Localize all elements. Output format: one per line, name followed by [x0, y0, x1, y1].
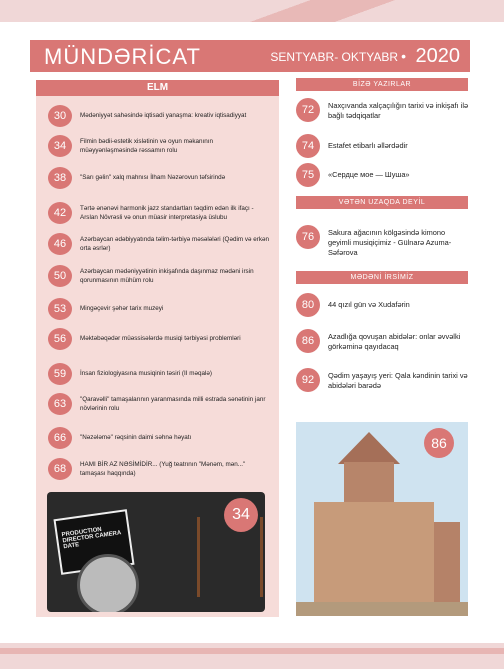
toc-page-number: 38 [48, 167, 72, 189]
toc-item-title: Estafet etibarlı əllərdədir [328, 141, 408, 150]
toc-item[interactable] [48, 135, 273, 163]
film-image-page-badge: 34 [224, 498, 258, 532]
toc-item-title: İnsan fiziologiyasına musiqinin təsiri (II məqalə) [80, 370, 212, 377]
toc-item-title: Mədəniyyət sahəsində iqtisadi yanaşma: kreativ iqtisadiyyat [80, 112, 247, 119]
toc-item-title: 44 qızıl gün və Xudafərin [328, 300, 410, 309]
toc-item[interactable] [48, 167, 273, 195]
toc-page-number: 30 [48, 105, 72, 127]
toc-page-number: 42 [48, 202, 72, 224]
clapperboard-text: PRODUCTION DIRECTOR CAMERA DATE [61, 526, 122, 551]
church-image-page-badge: 86 [424, 428, 454, 458]
toc-item-title: Tərtə ənənəvi harmonik jazz standartları təqdim edən ilk ifaçı - Arslan Növrəsli və onun müasir interpretasiya üslubu [80, 205, 254, 221]
toc-page-number: 86 [296, 329, 320, 353]
toc-item[interactable] [48, 427, 273, 455]
director-chair-icon [197, 517, 263, 597]
toc-item[interactable] [48, 202, 273, 230]
toc-item[interactable] [48, 233, 273, 261]
church-side-tower [434, 522, 460, 612]
bottom-decor-bar [0, 643, 504, 669]
toc-item[interactable] [48, 458, 273, 486]
section-header: MƏDƏNİ İRSİMİZ [296, 271, 468, 284]
church-body [314, 502, 434, 612]
toc-item[interactable] [48, 105, 273, 133]
bottom-decor-stripe [0, 648, 504, 654]
toc-item-title: Azadlığa qovuşan abidələr: onlar əvvəlki görkəminə qayıdacaq [328, 332, 461, 351]
toc-item[interactable] [48, 265, 273, 293]
toc-item[interactable] [296, 163, 470, 193]
toc-item[interactable] [296, 293, 470, 323]
toc-page-number: 46 [48, 233, 72, 255]
toc-item-title: «Сердце мое — Шуша» [328, 170, 410, 179]
toc-page-number: 53 [48, 298, 72, 320]
toc-item[interactable] [48, 363, 273, 391]
issue-months: SENTYABR- OKTYABR [270, 50, 398, 64]
toc-item[interactable] [296, 134, 470, 164]
toc-page-number: 75 [296, 163, 320, 187]
toc-page-number: 66 [48, 427, 72, 449]
toc-page-number: 56 [48, 328, 72, 350]
toc-page-number: 68 [48, 458, 72, 480]
toc-page-number: 76 [296, 225, 320, 249]
church-ground [296, 602, 468, 616]
header-separator-dot: • [401, 48, 406, 64]
toc-item-title: Sakura ağacının kölgəsində kimono geyimli musiqiçimiz - Gülnarə Azuma-Səfərova [328, 228, 452, 257]
toc-item[interactable] [48, 298, 273, 326]
film-reel-icon [77, 554, 139, 612]
top-decor-bar [0, 0, 504, 22]
toc-item-title: Filmin bədii-estetik xislətinin və oyun məkanının müəyyənləşməsində rəssamın rolu [80, 138, 213, 154]
toc-item[interactable] [48, 328, 273, 356]
issue-year: 2020 [415, 45, 460, 67]
page-title: MÜNDƏRİCAT [44, 44, 201, 69]
header-banner [30, 40, 470, 72]
section-header: BİZƏ YAZIRLAR [296, 78, 468, 91]
toc-item-title: "Sarı gəlin" xalq mahnısı İlham Nəzərovun təfsirində [80, 174, 226, 181]
toc-item[interactable] [48, 393, 273, 421]
toc-item[interactable] [296, 98, 470, 128]
toc-page-number: 80 [296, 293, 320, 317]
toc-page-number: 50 [48, 265, 72, 287]
toc-page-number: 92 [296, 368, 320, 392]
toc-item-title: Azərbaycan ədəbiyyatında təlim-tərbiyə məsələləri (Qədim və erkən orta əsrlər) [80, 236, 269, 252]
section-header: VƏTƏN UZAQDA DEYİL [296, 196, 468, 209]
toc-item-title: HAMI BİR AZ NƏSİMİDİR... (Yuğ teatrının "Mənəm, mən..." tamaşası haqqında) [80, 461, 246, 477]
toc-item[interactable] [296, 368, 470, 398]
toc-page-number: 72 [296, 98, 320, 122]
top-decor-stripe [0, 0, 504, 22]
toc-page-number: 63 [48, 393, 72, 415]
toc-item-title: Qədim yaşayış yeri: Qala kəndinin tarixi və abidələri barədə [328, 371, 468, 390]
elm-section-title: ELM [36, 80, 279, 96]
toc-item[interactable] [296, 225, 470, 255]
toc-item[interactable] [296, 329, 470, 359]
church-dome-icon [338, 432, 400, 464]
toc-page-number: 59 [48, 363, 72, 385]
toc-item-title: Naxçıvanda xalçaçılığın tarixi və inkişafı ilə bağlı tədqiqatlar [328, 101, 469, 120]
toc-item-title: Azərbaycan mədəniyyətinin inkişafında daşınmaz mədəni irsin qorunmasının mühüm rolu [80, 268, 254, 284]
toc-item-title: Məktəbəqədər müəssisələrdə musiqi tərbiyəsi problemləri [80, 335, 241, 342]
toc-item-title: Mingəçevir şəhər tarix muzeyi [80, 305, 164, 312]
toc-item-title: "Nəzələmə" rəqsinin daimi səhnə həyatı [80, 434, 192, 441]
toc-page-number: 34 [48, 135, 72, 157]
toc-item-title: "Qaravəlli" tamaşalarının yaranmasında milli estrada sənətinin janr növlərinin rolu [80, 396, 266, 412]
toc-page-number: 74 [296, 134, 320, 158]
